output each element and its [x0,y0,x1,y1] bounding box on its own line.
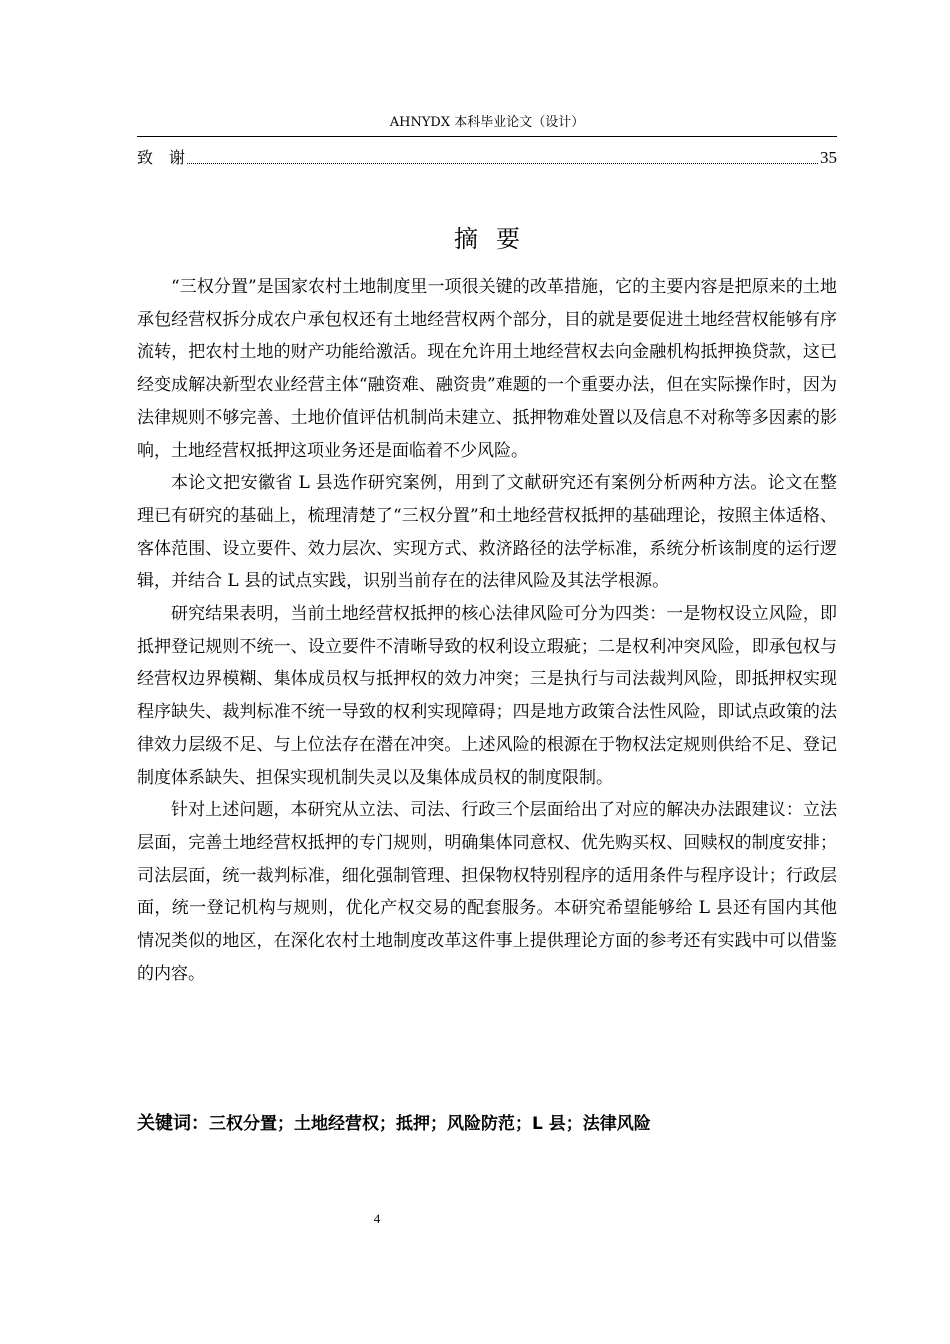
abstract-paragraph-4: 针对上述问题，本研究从立法、司法、行政三个层面给出了对应的解决办法跟建议：立法层面，完善土地经营权抵押的专门规则，明确集体同意权、优先购买权、回赎权的制度安排；司法层面，统一裁判标准，细化强制管理、担保物权特别程序的适用条件与程序设计；行政层面，统一登记机构与规则，优化产权交易的配套服务。本研究希望能够给 L 县还有国内其他情况类似的地区，在深化农村土地制度改革这件事上提供理论方面的参考还有实践中可以借鉴的内容。 [137,800,837,984]
keywords-line [137,1108,837,1140]
abstract-paragraph-3: 研究结果表明，当前土地经营权抵押的核心法律风险可分为四类：一是物权设立风险，即抵押登记规则不统一、设立要件不清晰导致的权利设立瑕疵；二是权利冲突风险，即承包权与经营权边界模糊、集体成员权与抵押权的效力冲突；三是执行与司法裁判风险，即抵押权实现程序缺失、裁判标准不统一导致的权利实现障碍；四是地方政策合法性风险，即试点政策的法律效力层级不足、与上位法存在潜在冲突。上述风险的根源在于物权法定规则供给不足、登记制度体系缺失、担保实现机制失灵以及集体成员权的制度限制。 [137,604,837,788]
toc-leader-dots [187,163,818,164]
toc-entry-label: 致 谢 [137,148,186,167]
toc-entry-page: 35 [820,148,837,167]
running-header: AHNYDX 本科毕业论文（设计） [389,115,585,130]
abstract-paragraph-2: 本论文把安徽省 L 县选作研究案例，用到了文献研究还有案例分析两种方法。论文在整理已有研究的基础上，梳理清楚了“三权分置”和土地经营权抵押的基础理论，按照主体适格、客体范围、设立要件、效力层次、实现方式、救济路径的法学标准，系统分析该制度的运行逻辑，并结合 L 县的试点实践，识别当前存在的法律风险及其法学根源。 [137,473,837,592]
keywords-label: 关键词： [137,1113,209,1134]
keywords-value: 三权分置；土地经营权；抵押；风险防范；L 县；法律风险 [209,1114,651,1134]
abstract-body [137,271,837,990]
abstract-title: 摘要 [454,225,538,253]
toc-entry-acknowledgements [137,146,837,170]
header-rule [137,136,837,137]
page-number: 4 [373,1211,381,1226]
abstract-paragraph-1: “三权分置”是国家农村土地制度里一项很关键的改革措施，它的主要内容是把原来的土地承包经营权拆分成农户承包权还有土地经营权两个部分，目的就是要促进土地经营权能够有序流转，把农村土地的财产功能给激活。现在允许用土地经营权去向金融机构抵押换贷款，这已经变成解决新型农业经营主体“融资难、融资贵”难题的一个重要办法，但在实际操作时，因为法律规则不够完善、土地价值评估机制尚未建立、抵押物难处置以及信息不对称等多因素的影响，土地经营权抵押这项业务还是面临着不少风险。 [137,277,837,461]
